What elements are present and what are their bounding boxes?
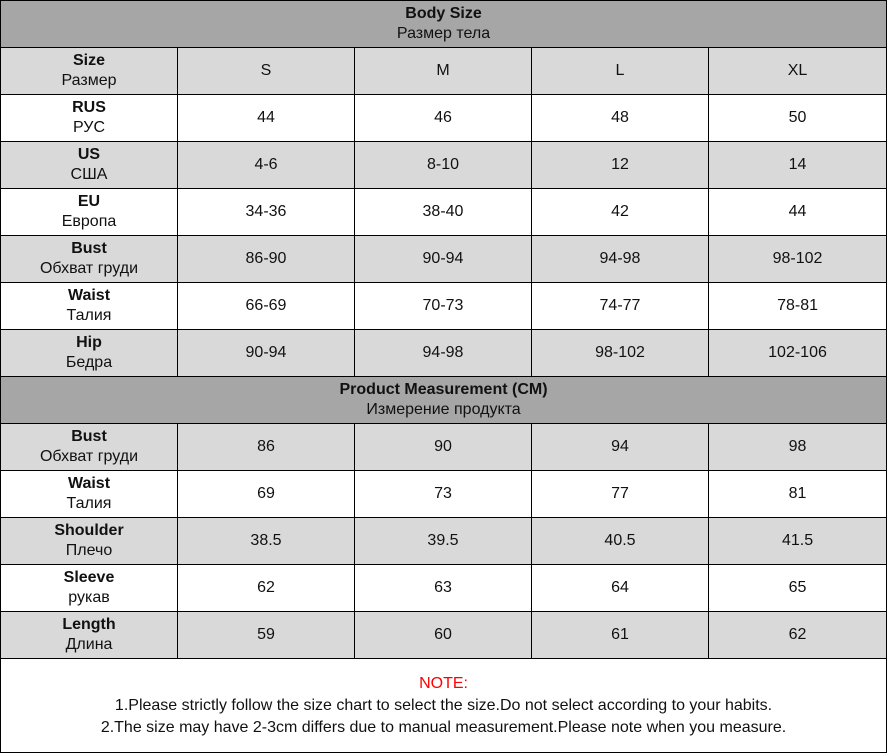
table-row — [1, 330, 887, 377]
size-s-header: S — [178, 48, 355, 95]
table-cell: 50 — [709, 95, 887, 142]
table-cell: 4-6 — [178, 142, 355, 189]
row-label-en: Length — [62, 616, 116, 633]
table-row — [1, 142, 887, 189]
table-cell: 86-90 — [178, 236, 355, 283]
row-label-en: Waist — [67, 287, 111, 304]
table-row — [1, 424, 887, 471]
product-measurement-header-row — [1, 377, 887, 424]
row-label-en: Hip — [76, 334, 102, 351]
row-label-cell — [1, 330, 178, 377]
table-cell: 63 — [355, 565, 532, 612]
row-label-cell — [1, 471, 178, 518]
product-measurement-title-cell — [1, 377, 887, 424]
table-cell: 8-10 — [355, 142, 532, 189]
body-size-title: Body Size — [405, 5, 482, 22]
row-label-cell — [1, 95, 178, 142]
table-cell: 94 — [532, 424, 709, 471]
table-cell: 98-102 — [709, 236, 887, 283]
note-row — [1, 659, 887, 753]
size-l-header: L — [532, 48, 709, 95]
row-label-en: Bust — [71, 240, 107, 257]
body-size-title-cell — [1, 1, 887, 48]
table-cell: 60 — [355, 612, 532, 659]
table-row — [1, 283, 887, 330]
table-cell: 98-102 — [532, 330, 709, 377]
table-row — [1, 95, 887, 142]
row-label-en: RUS — [72, 99, 106, 116]
size-header-row — [1, 48, 887, 95]
table-cell: 62 — [178, 565, 355, 612]
row-label-ru: рукав — [68, 589, 110, 606]
table-cell: 65 — [709, 565, 887, 612]
table-cell: 90-94 — [178, 330, 355, 377]
table-cell: 61 — [532, 612, 709, 659]
table-cell: 46 — [355, 95, 532, 142]
row-label-ru: Талия — [66, 307, 112, 324]
product-measurement-title: Product Measurement (CM) — [339, 381, 548, 398]
table-cell: 81 — [709, 471, 887, 518]
table-cell: 86 — [178, 424, 355, 471]
row-label-cell — [1, 48, 178, 95]
table-row — [1, 612, 887, 659]
row-label-ru: Бедра — [65, 354, 113, 371]
table-cell: 73 — [355, 471, 532, 518]
table-cell: 74-77 — [532, 283, 709, 330]
note-title: NOTE: — [419, 674, 468, 692]
row-label-cell — [1, 565, 178, 612]
row-label-en: US — [77, 146, 101, 163]
table-cell: 59 — [178, 612, 355, 659]
table-cell: 94-98 — [532, 236, 709, 283]
row-label-ru: РУС — [72, 119, 106, 136]
row-label-ru: Размер — [61, 72, 117, 89]
table-cell: 12 — [532, 142, 709, 189]
row-label-ru: США — [70, 166, 108, 183]
table-cell: 40.5 — [532, 518, 709, 565]
body-size-title-ru: Размер тела — [396, 25, 491, 42]
table-cell: 44 — [178, 95, 355, 142]
row-label-ru: Обхват груди — [39, 448, 138, 465]
table-cell: 64 — [532, 565, 709, 612]
row-label-en: Size — [72, 52, 105, 69]
size-xl-header: XL — [709, 48, 887, 95]
row-label-ru: Длина — [65, 636, 113, 653]
table-cell: 14 — [709, 142, 887, 189]
table-cell: 98 — [709, 424, 887, 471]
row-label-cell — [1, 424, 178, 471]
product-measurement-title-ru: Измерение продукта — [366, 401, 521, 418]
table-cell: 90 — [355, 424, 532, 471]
row-label-en: Sleeve — [63, 569, 115, 586]
table-row — [1, 471, 887, 518]
table-cell: 69 — [178, 471, 355, 518]
row-label-cell — [1, 518, 178, 565]
table-cell: 70-73 — [355, 283, 532, 330]
note-line-1: 1.Please strictly follow the size chart to select the size.Do not select according to your habits. — [114, 696, 773, 714]
table-cell: 78-81 — [709, 283, 887, 330]
table-row — [1, 565, 887, 612]
table-cell: 41.5 — [709, 518, 887, 565]
table-cell: 39.5 — [355, 518, 532, 565]
row-label-en: Shoulder — [54, 522, 124, 539]
table-row — [1, 189, 887, 236]
note-line-2: 2.The size may have 2-3cm differs due to manual measurement.Please note when you measure. — [100, 718, 787, 736]
row-label-cell — [1, 189, 178, 236]
row-label-ru: Европа — [61, 213, 117, 230]
table-cell: 44 — [709, 189, 887, 236]
table-cell: 77 — [532, 471, 709, 518]
body-size-header-row — [1, 1, 887, 48]
note-cell — [1, 659, 887, 753]
row-label-ru: Талия — [66, 495, 112, 512]
table-cell: 42 — [532, 189, 709, 236]
table-cell: 38-40 — [355, 189, 532, 236]
row-label-ru: Плечо — [65, 542, 113, 559]
row-label-en: EU — [77, 193, 101, 210]
table-cell: 66-69 — [178, 283, 355, 330]
size-m-header: M — [355, 48, 532, 95]
table-cell: 90-94 — [355, 236, 532, 283]
table-cell: 48 — [532, 95, 709, 142]
table-cell: 38.5 — [178, 518, 355, 565]
row-label-cell — [1, 283, 178, 330]
row-label-cell — [1, 142, 178, 189]
row-label-cell — [1, 236, 178, 283]
row-label-en: Bust — [71, 428, 107, 445]
table-cell: 94-98 — [355, 330, 532, 377]
table-cell: 34-36 — [178, 189, 355, 236]
row-label-en: Waist — [67, 475, 111, 492]
table-cell: 62 — [709, 612, 887, 659]
table-row — [1, 518, 887, 565]
row-label-ru: Обхват груди — [39, 260, 138, 277]
table-row — [1, 236, 887, 283]
row-label-cell — [1, 612, 178, 659]
table-cell: 102-106 — [709, 330, 887, 377]
